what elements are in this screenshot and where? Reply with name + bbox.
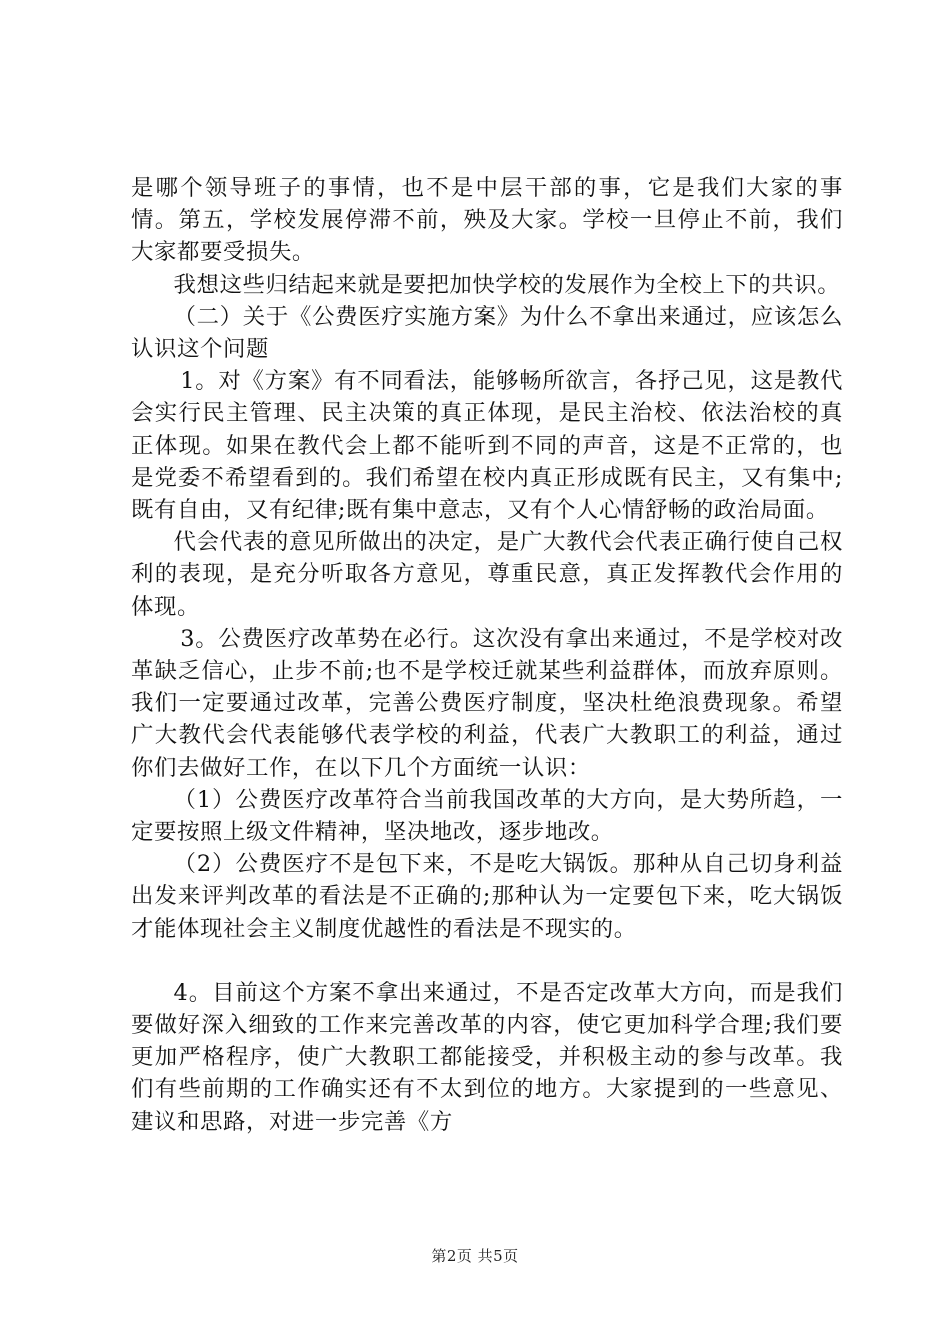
paragraph-continuation: 是哪个领导班子的事情，也不是中层干部的事，它是我们大家的事情。第五，学校发展停滞不前，殃及大家。学校一旦停止不前，我们大家都要受损失。	[131, 175, 843, 266]
paragraph-gap	[131, 945, 843, 977]
paragraph-consensus: 我想这些归结起来就是要把加快学校的发展作为全校上下的共识。	[173, 271, 841, 298]
paragraph-subpoint-2: （2）公费医疗不是包下来，不是吃大锅饭。那种从自己切身利益出发来评判改革的看法是不正确的;那种认为一定要包下来，吃大锅饭才能体现社会主义制度优越性的看法是不现实的。	[131, 851, 843, 942]
section-heading-2: （二）关于《公费医疗实施方案》为什么不拿出来通过，应该怎么认识这个问题	[131, 303, 843, 363]
paragraph-point-4: 4。目前这个方案不拿出来通过，不是否定改革大方向，而是我们要做好深入细致的工作来完善改革的内容，使它更加科学合理;我们要更加严格程序，使广大教职工都能接受，并积极主动的参与改革。我们有些前期的工作确实还有不太到位的地方。大家提到的一些意见、建议和思路，对进一步完善《方	[131, 979, 843, 1135]
paragraph-representatives: 代会代表的意见所做出的决定，是广大教代会代表正确行使自己权利的表现，是充分听取各方意见，尊重民意，真正发挥教代会作用的体现。	[131, 529, 843, 620]
paragraph-point-1: 1。对《方案》有不同看法，能够畅所欲言，各抒己见，这是教代会实行民主管理、民主决策的真正体现，是民主治校、依法治校的真正体现。如果在教代会上都不能听到不同的声音，这是不正常的，也是党委不希望看到的。我们希望在校内真正形成既有民主，又有集中;既有自由，又有纪律;既有集中意志，又有个人心情舒畅的政治局面。	[131, 368, 843, 524]
page-number-footer: 第2页 共5页	[431, 1247, 519, 1265]
paragraph-point-3: 3。公费医疗改革势在必行。这次没有拿出来通过，不是学校对改革缺乏信心，止步不前;也不是学校迁就某些利益群体，而放弃原则。我们一定要通过改革，完善公费医疗制度，坚决杜绝浪费现象。希望广大教代会代表能够代表学校的利益，代表广大教职工的利益，通过你们去做好工作，在以下几个方面统一认识：	[131, 625, 843, 781]
paragraph-subpoint-1: （1）公费医疗改革符合当前我国改革的大方向，是大势所趋，一定要按照上级文件精神，坚决地改，逐步地改。	[131, 786, 843, 846]
body-text	[131, 172, 843, 1138]
